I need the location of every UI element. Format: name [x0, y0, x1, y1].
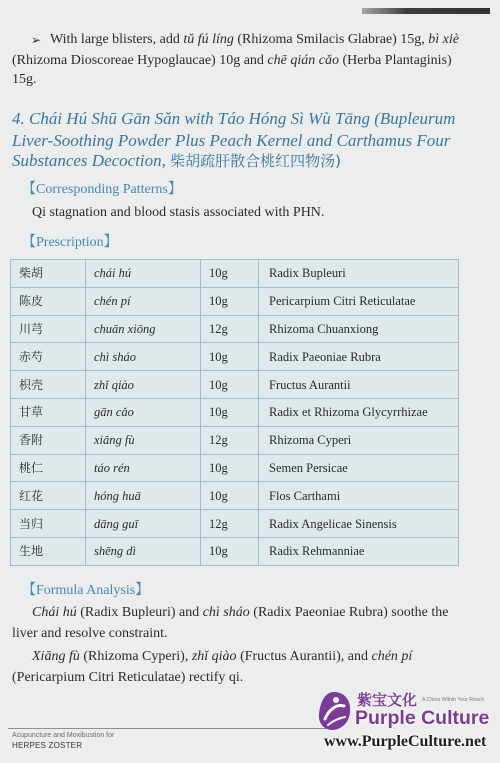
table-row	[11, 454, 459, 482]
formula-heading-line-3	[12, 150, 341, 172]
herb-pinyin: dāng guī	[86, 510, 201, 538]
herb-dose: 10g	[201, 287, 259, 315]
herb-dose: 12g	[201, 510, 259, 538]
herb-dose: 12g	[201, 315, 259, 343]
herb-pinyin: táo rén	[86, 454, 201, 482]
herb-dose: 10g	[201, 398, 259, 426]
herb-dose: 10g	[201, 260, 259, 288]
pinyin-term: tǔ fú líng	[183, 32, 234, 47]
herb-chinese-name: 桃仁	[11, 454, 86, 482]
herb-latin-name: Rhizoma Chuanxiong	[259, 315, 459, 343]
herb-latin-name: Flos Carthami	[259, 482, 459, 510]
herb-pinyin: zhǐ qiào	[86, 371, 201, 399]
footer-divider	[8, 728, 334, 729]
herb-pinyin: chén pí	[86, 287, 201, 315]
pinyin-term: zhǐ qiào	[191, 649, 237, 664]
herb-chinese-name: 甘草	[11, 398, 86, 426]
herb-pinyin: chái hú	[86, 260, 201, 288]
text-segment: (Radix Bupleuri) and	[76, 605, 203, 620]
herb-latin-name: Radix Paeoniae Rubra	[259, 343, 459, 371]
pinyin-term: bì xiè	[428, 32, 460, 47]
purple-culture-logo-icon	[316, 690, 352, 732]
herb-latin-name: Pericarpium Citri Reticulatae	[259, 287, 459, 315]
herb-pinyin: chì sháo	[86, 343, 201, 371]
herb-chinese-name: 柴胡	[11, 260, 86, 288]
pinyin-term: Chái hú	[32, 605, 77, 620]
corresponding-patterns-text: Qi stagnation and blood stasis associated with PHN.	[32, 205, 325, 220]
analysis-para-1-line-2: liver and resolve constraint.	[12, 626, 168, 641]
pinyin-term: chē qián cǎo	[267, 53, 339, 68]
herb-latin-name: Semen Persicae	[259, 454, 459, 482]
herb-dose: 10g	[201, 371, 259, 399]
herb-latin-name: Rhizoma Cyperi	[259, 426, 459, 454]
herb-latin-name: Radix Bupleuri	[259, 260, 459, 288]
herb-latin-name: Radix Rehmanniae	[259, 537, 459, 565]
text-segment: (Herba Plantaginis)	[338, 53, 452, 68]
herb-dose: 10g	[201, 343, 259, 371]
header-decoration-bar	[362, 8, 490, 14]
table-row	[11, 482, 459, 510]
herb-chinese-name: 川芎	[11, 315, 86, 343]
herb-dose: 10g	[201, 537, 259, 565]
top-note-line-1	[50, 30, 459, 50]
table-row	[11, 260, 459, 288]
table-row	[11, 510, 459, 538]
analysis-para-2-line-2: (Pericarpium Citri Reticulatae) rectify qi.	[12, 670, 244, 685]
pinyin-term: chén pí	[371, 649, 413, 664]
herb-chinese-name: 香附	[11, 426, 86, 454]
herb-chinese-name: 赤芍	[11, 343, 86, 371]
corresponding-patterns-title: 【Corresponding Patterns】	[22, 182, 182, 197]
text-segment: With large blisters, add	[50, 32, 184, 47]
pinyin-term: chì sháo	[202, 605, 250, 620]
herb-pinyin: chuān xiōng	[86, 315, 201, 343]
herb-dose: 10g	[201, 482, 259, 510]
table-row	[11, 537, 459, 565]
top-note-line-3: 15g.	[12, 72, 37, 87]
analysis-para-2-line-1	[32, 647, 412, 667]
analysis-para-1-line-1	[32, 603, 448, 623]
herb-chinese-name: 枳壳	[11, 371, 86, 399]
watermark-brand-chinese: 紫宝文化	[357, 691, 418, 709]
arrow-bullet-icon: ➢	[31, 33, 42, 47]
herb-chinese-name: 当归	[11, 510, 86, 538]
pinyin-term: Xiāng fù	[32, 649, 80, 664]
table-row	[11, 315, 459, 343]
text-segment: (Rhizoma Smilacis Glabrae) 15g,	[233, 32, 429, 47]
herb-pinyin: shēng dì	[86, 537, 201, 565]
heading-text-segment: Substances Decoction,	[12, 151, 171, 170]
text-segment: (Radix Paeoniae Rubra) soothe the	[249, 605, 449, 620]
footer-book-title: HERPES ZOSTER	[12, 741, 83, 750]
watermark-tagline: A China Within Your Reach	[422, 697, 485, 703]
top-note-line-2	[12, 51, 452, 71]
watermark-url: www.PurpleCulture.net	[324, 733, 487, 750]
text-segment: (Rhizoma Dioscoreae Hypoglaucae) 10g and	[12, 53, 268, 68]
herb-chinese-name: 生地	[11, 537, 86, 565]
footer-series: Acupuncture and Moxibustion for	[12, 732, 115, 739]
herb-latin-name: Radix et Rhizoma Glycyrrhizae	[259, 398, 459, 426]
herb-latin-name: Radix Angelicae Sinensis	[259, 510, 459, 538]
formula-heading-line-1: 4. Chái Hú Shū Gān Sǎn with Táo Hóng Sì Wù Tāng (Bupleurum	[12, 109, 456, 128]
formula-analysis-title: 【Formula Analysis】	[22, 583, 150, 598]
herb-pinyin: hóng huā	[86, 482, 201, 510]
table-row	[11, 343, 459, 371]
herb-dose: 10g	[201, 454, 259, 482]
heading-chinese-name: 柴胡疏肝散合桃红四物汤)	[170, 152, 342, 170]
herb-chinese-name: 红花	[11, 482, 86, 510]
text-segment: (Rhizoma Cyperi),	[79, 649, 192, 664]
herb-pinyin: gān cǎo	[86, 398, 201, 426]
table-row	[11, 287, 459, 315]
prescription-title: 【Prescription】	[22, 235, 118, 250]
herb-latin-name: Fructus Aurantii	[259, 371, 459, 399]
table-row	[11, 398, 459, 426]
table-row	[11, 371, 459, 399]
herb-chinese-name: 陈皮	[11, 287, 86, 315]
table-row	[11, 426, 459, 454]
prescription-table	[10, 259, 459, 566]
herb-dose: 12g	[201, 426, 259, 454]
watermark-brand: Purple Culture	[355, 707, 490, 729]
text-segment: (Fructus Aurantii), and	[236, 649, 372, 664]
herb-pinyin: xiāng fù	[86, 426, 201, 454]
formula-heading-line-2: Liver-Soothing Powder Plus Peach Kernel and Carthamus Four	[12, 131, 451, 150]
